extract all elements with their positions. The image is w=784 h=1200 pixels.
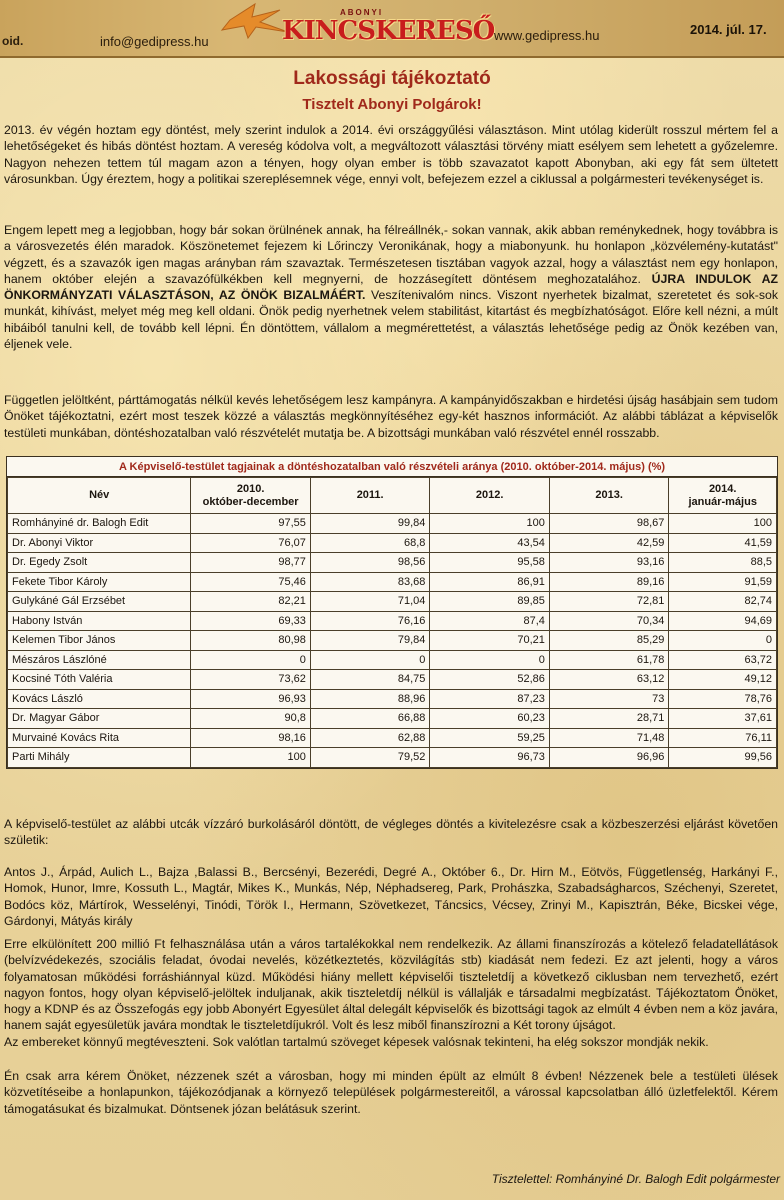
attendance-value-cell: 80,98 [191, 631, 311, 651]
table-row [8, 631, 777, 651]
table-row [8, 514, 777, 534]
masthead [0, 0, 784, 58]
attendance-value-cell: 60,23 [430, 709, 550, 729]
masthead-edge-text: oid. [2, 34, 24, 48]
attendance-value-cell: 97,55 [191, 514, 311, 534]
attendance-value-cell: 59,25 [430, 728, 550, 748]
attendance-value-cell: 82,21 [191, 592, 311, 612]
attendance-value-cell: 100 [669, 514, 777, 534]
table-row [8, 572, 777, 592]
article-subtitle: Tisztelt Abonyi Polgárok! [302, 96, 482, 113]
attendance-value-cell: 41,59 [669, 533, 777, 553]
table-row [8, 611, 777, 631]
attendance-value-cell: 98,16 [191, 728, 311, 748]
attendance-value-cell: 72,81 [549, 592, 669, 612]
attendance-value-cell: 90,8 [191, 709, 311, 729]
table-header-row [8, 478, 777, 514]
member-name-cell: Mészáros Lászlóné [8, 650, 191, 670]
attendance-value-cell: 28,71 [549, 709, 669, 729]
attendance-value-cell: 87,23 [430, 689, 550, 709]
signature: Tisztelettel: Romhányiné Dr. Balogh Edit polgármester [491, 1172, 780, 1186]
attendance-value-cell: 71,04 [310, 592, 430, 612]
table-header [8, 478, 777, 514]
attendance-value-cell: 62,88 [310, 728, 430, 748]
paragraph-2c: Veszítenivalóm nincs. Viszont nyerhetek bizalmat, szeretetet és sok-sok munkát, kihívást, melyet még meg kell oldani. Önök pedig nyerhetnek velem stabilitást, kitartást és megbízhatóságot. Előre kell nézni, a múlt hibáiból tanulni kell, de tovább kell lépni. Én döntöttem, vállalom a megmérettetést, a választás lehetősége pedig az Önök kezében van, éljenek vele. [4, 288, 778, 352]
paragraph-2 [4, 222, 778, 352]
member-name-cell: Parti Mihály [8, 748, 191, 768]
table-row [8, 709, 777, 729]
attendance-value-cell: 84,75 [310, 670, 430, 690]
newspaper-logo [282, 8, 495, 48]
table-row [8, 670, 777, 690]
attendance-value-cell: 0 [310, 650, 430, 670]
paragraph-8: Én csak arra kérem Önöket, nézzenek szét a városban, hogy mi minden épült az elmúlt 8 évben! Nézzenek bele a testületi ülések közvetítéseibe a honlapunkon, tájékozódjanak a környező települések polgármestereitől, a várossal kapcsolatban álló üzletfelektől. Kérem támogatásukat és bizalmukat. Döntsenek józan belátásuk szerint. [4, 1069, 778, 1116]
attendance-value-cell: 89,16 [549, 572, 669, 592]
attendance-value-cell: 96,93 [191, 689, 311, 709]
attendance-value-cell: 88,5 [669, 553, 777, 573]
attendance-value-cell: 69,33 [191, 611, 311, 631]
paragraph-7: Az embereket könnyű megtéveszteni. Sok valótlan tartalmú szöveget képesek valósnak tekinteni, ha elég sokszor mondják nekik. [4, 1035, 709, 1049]
member-name-cell: Fekete Tibor Károly [8, 572, 191, 592]
table-row [8, 592, 777, 612]
attendance-value-cell: 75,46 [191, 572, 311, 592]
attendance-value-cell: 43,54 [430, 533, 550, 553]
attendance-value-cell: 68,8 [310, 533, 430, 553]
attendance-value-cell: 0 [669, 631, 777, 651]
street-list: Antos J., Árpád, Aulich L., Bajza ,Balassi B., Bercsényi, Bezerédi, Degré A., Október 6., Dr. Hirn M., Eötvös, Függetlenség, Harkányi F., Homok, Hunor, Imre, Kossuth L., Magtár, Mikes K., Munkás, Nép, Néphadsereg, Park, Prohászka, Szabadságharcos, Széchenyi, Szeretet, Bodócs köz, Mártírok, Wesselényi, Tinódi, Török I., Hermann, Szövetkezet, Táncsics, Vécsey, Zrinyi M., Kapisztrán, Béke, Bicskei vége, Gárdonyi, Mátyás király [4, 865, 778, 928]
attendance-value-cell: 76,07 [191, 533, 311, 553]
attendance-value-cell: 87,4 [430, 611, 550, 631]
paragraph-6: Erre elkülönített 200 millió Ft felhasználása után a város tartalékokkal nem rendelkezik. Az állami finanszírozás a kötelező feladatellátások (belvízvédekezés, szociális feladat, óvodai nevelés, közétkeztetés, közvilágítás stb) kiadását nem fedezi. Ez azt jelenti, hogy a város folyamatosan működési forráshiánnyal küzd. Működési hiány mellett képviselői tiszteletdíj a következő ciklusban nem tervezhető, ezért nagyon fontos, hogy olyan képviselő-jelöltek induljanak, akik tiszteletdíj nélkül is vállalják e társadalmi megbízatást. Tájékoztatom Önöket, hogy a KDNP és az Összefogás egy jobb Abonyért Egyesület által delegált képviselők és bizottsági tagok az elmúlt 4 évben nem a köz javára, hanem saját egyesületük javára mondtak le tiszteletdíjukról. Volt és lesz miből finanszírozni a Két torony újságot. [4, 937, 778, 1033]
attendance-value-cell: 63,72 [669, 650, 777, 670]
attendance-value-cell: 76,11 [669, 728, 777, 748]
table-row [8, 553, 777, 573]
attendance-value-cell: 93,16 [549, 553, 669, 573]
attendance-value-cell: 71,48 [549, 728, 669, 748]
table-row [8, 650, 777, 670]
attendance-value-cell: 94,69 [669, 611, 777, 631]
attendance-value-cell: 83,68 [310, 572, 430, 592]
member-name-cell: Murvainé Kovács Rita [8, 728, 191, 748]
column-header: 2011. [310, 478, 430, 514]
column-header: Név [8, 478, 191, 514]
member-name-cell: Dr. Magyar Gábor [8, 709, 191, 729]
paragraph-2-emphasis: ÚJRA INDULOK AZ ÖNKORMÁNYZATI VÁLASZTÁSON, AZ ÖNÖK BIZALMÁÉRT. [4, 271, 779, 303]
member-name-cell: Dr. Abonyi Viktor [8, 533, 191, 553]
attendance-value-cell: 0 [191, 650, 311, 670]
attendance-value-cell: 70,34 [549, 611, 669, 631]
attendance-value-cell: 98,67 [549, 514, 669, 534]
attendance-value-cell: 98,56 [310, 553, 430, 573]
attendance-value-cell: 98,77 [191, 553, 311, 573]
attendance-value-cell: 99,56 [669, 748, 777, 768]
attendance-value-cell: 66,88 [310, 709, 430, 729]
attendance-value-cell: 79,52 [310, 748, 430, 768]
column-header: 2014. január-május [669, 478, 777, 514]
attendance-value-cell: 61,78 [549, 650, 669, 670]
member-name-cell: Kocsiné Tóth Valéria [8, 670, 191, 690]
masthead-email: info@gedipress.hu [100, 34, 209, 49]
attendance-value-cell: 73 [549, 689, 669, 709]
table-row [8, 728, 777, 748]
attendance-value-cell: 100 [191, 748, 311, 768]
article-title: Lakossági tájékoztató [293, 68, 491, 89]
attendance-value-cell: 0 [430, 650, 550, 670]
member-name-cell: Kelemen Tibor János [8, 631, 191, 651]
attendance-value-cell: 99,84 [310, 514, 430, 534]
attendance-value-cell: 100 [430, 514, 550, 534]
attendance-value-cell: 79,84 [310, 631, 430, 651]
member-name-cell: Gulykáné Gál Erzsébet [8, 592, 191, 612]
attendance-value-cell: 91,59 [669, 572, 777, 592]
attendance-value-cell: 37,61 [669, 709, 777, 729]
attendance-value-cell: 85,29 [549, 631, 669, 651]
logo-main-text: KINCSKERESŐ [282, 16, 495, 46]
attendance-value-cell: 82,74 [669, 592, 777, 612]
paragraph-3: Független jelöltként, párttámogatás nélkül kevés lehetőségem lesz kampányra. A kampányidőszakban e hirdetési újság hasábjain sem tudom Önöket tájékoztatni, ezért most teszek közzé a választás megkönnyítéséhez egy-két hasznos információt. Az alábbi táblázat a képviselők testületi munkában, döntéshozatalban való részvételét mutatja be. A bizottsági munkában való részvétel ennél rosszabb. [4, 393, 778, 440]
attendance-value-cell: 88,96 [310, 689, 430, 709]
member-name-cell: Kovács László [8, 689, 191, 709]
attendance-value-cell: 78,76 [669, 689, 777, 709]
logo-small-text: ABONYI [340, 8, 384, 17]
table-row [8, 689, 777, 709]
table-caption: A Képviselő-testület tagjainak a döntéshozatalban való részvételi aránya (2010. október-2014. május) (%) [7, 457, 777, 477]
attendance-value-cell: 96,96 [549, 748, 669, 768]
attendance-value-cell: 49,12 [669, 670, 777, 690]
table-row [8, 748, 777, 768]
attendance-value-cell: 95,58 [430, 553, 550, 573]
attendance-value-cell: 89,85 [430, 592, 550, 612]
column-header: 2012. [430, 478, 550, 514]
attendance-table [6, 456, 778, 769]
column-header: 2013. [549, 478, 669, 514]
table-body [8, 514, 777, 768]
paragraph-4: A képviselő-testület az alábbi utcák vízzáró burkolásáról döntött, de végleges döntés a kivitelezésre csak a közbeszerzési eljárást követően születik: [4, 817, 778, 848]
attendance-value-cell: 96,73 [430, 748, 550, 768]
attendance-value-cell: 76,16 [310, 611, 430, 631]
masthead-website: www.gedipress.hu [494, 28, 600, 43]
paragraph-2a: Engem lepett meg a legjobban, hogy bár sokan örülnének annak, ha félreállnék,- sokan vannak, akik abban reménykednek, hogy továbbra is a városvezetés élén maradok. Köszönetemet fejezem ki Lőrinczy Veronikának, hogy a miabonyunk. hu honlapon „közvélemény-kutatást" végzett, és a szavazók igen magas arányban rám szavaztak. Természetesen tisztában vagyok azzal, hogy a választást nem egy honlapon, hanem október elején a szavazófülkékben kell megnyerni, de hozzásegített döntésem meghozatalához. [4, 223, 778, 286]
attendance-value-cell: 42,59 [549, 533, 669, 553]
masthead-date: 2014. júl. 17. [690, 22, 767, 37]
attendance-value-cell: 86,91 [430, 572, 550, 592]
attendance-value-cell: 73,62 [191, 670, 311, 690]
paragraph-1: 2013. év végén hoztam egy döntést, mely szerint indulok a 2014. évi országgyűlési választáson. Mint utólag kiderült rosszul mértem fel a lehetőségeket és hibás döntést hoztam. A vereség kódolva volt, a megváltozott választási törvény miatt esélyem sem lehetett a győzelemre. Nagyon nehezen tettem túl magam azon a tényen, hogy olyan ember is több szavazatot kapott Abonyban, aki egy fát sem ültetett városunkban. Úgy éreztem, hogy a politikai szereplésemnek vége, ennyi volt, befejezem ezzel a ciklussal a polgármesteri tevékenységet is. [4, 123, 778, 186]
attendance-grid [7, 477, 777, 768]
table-row [8, 533, 777, 553]
attendance-value-cell: 63,12 [549, 670, 669, 690]
attendance-value-cell: 70,21 [430, 631, 550, 651]
column-header: 2010. október-december [191, 478, 311, 514]
member-name-cell: Habony István [8, 611, 191, 631]
member-name-cell: Romhányiné dr. Balogh Edit [8, 514, 191, 534]
attendance-value-cell: 52,86 [430, 670, 550, 690]
member-name-cell: Dr. Egedy Zsolt [8, 553, 191, 573]
